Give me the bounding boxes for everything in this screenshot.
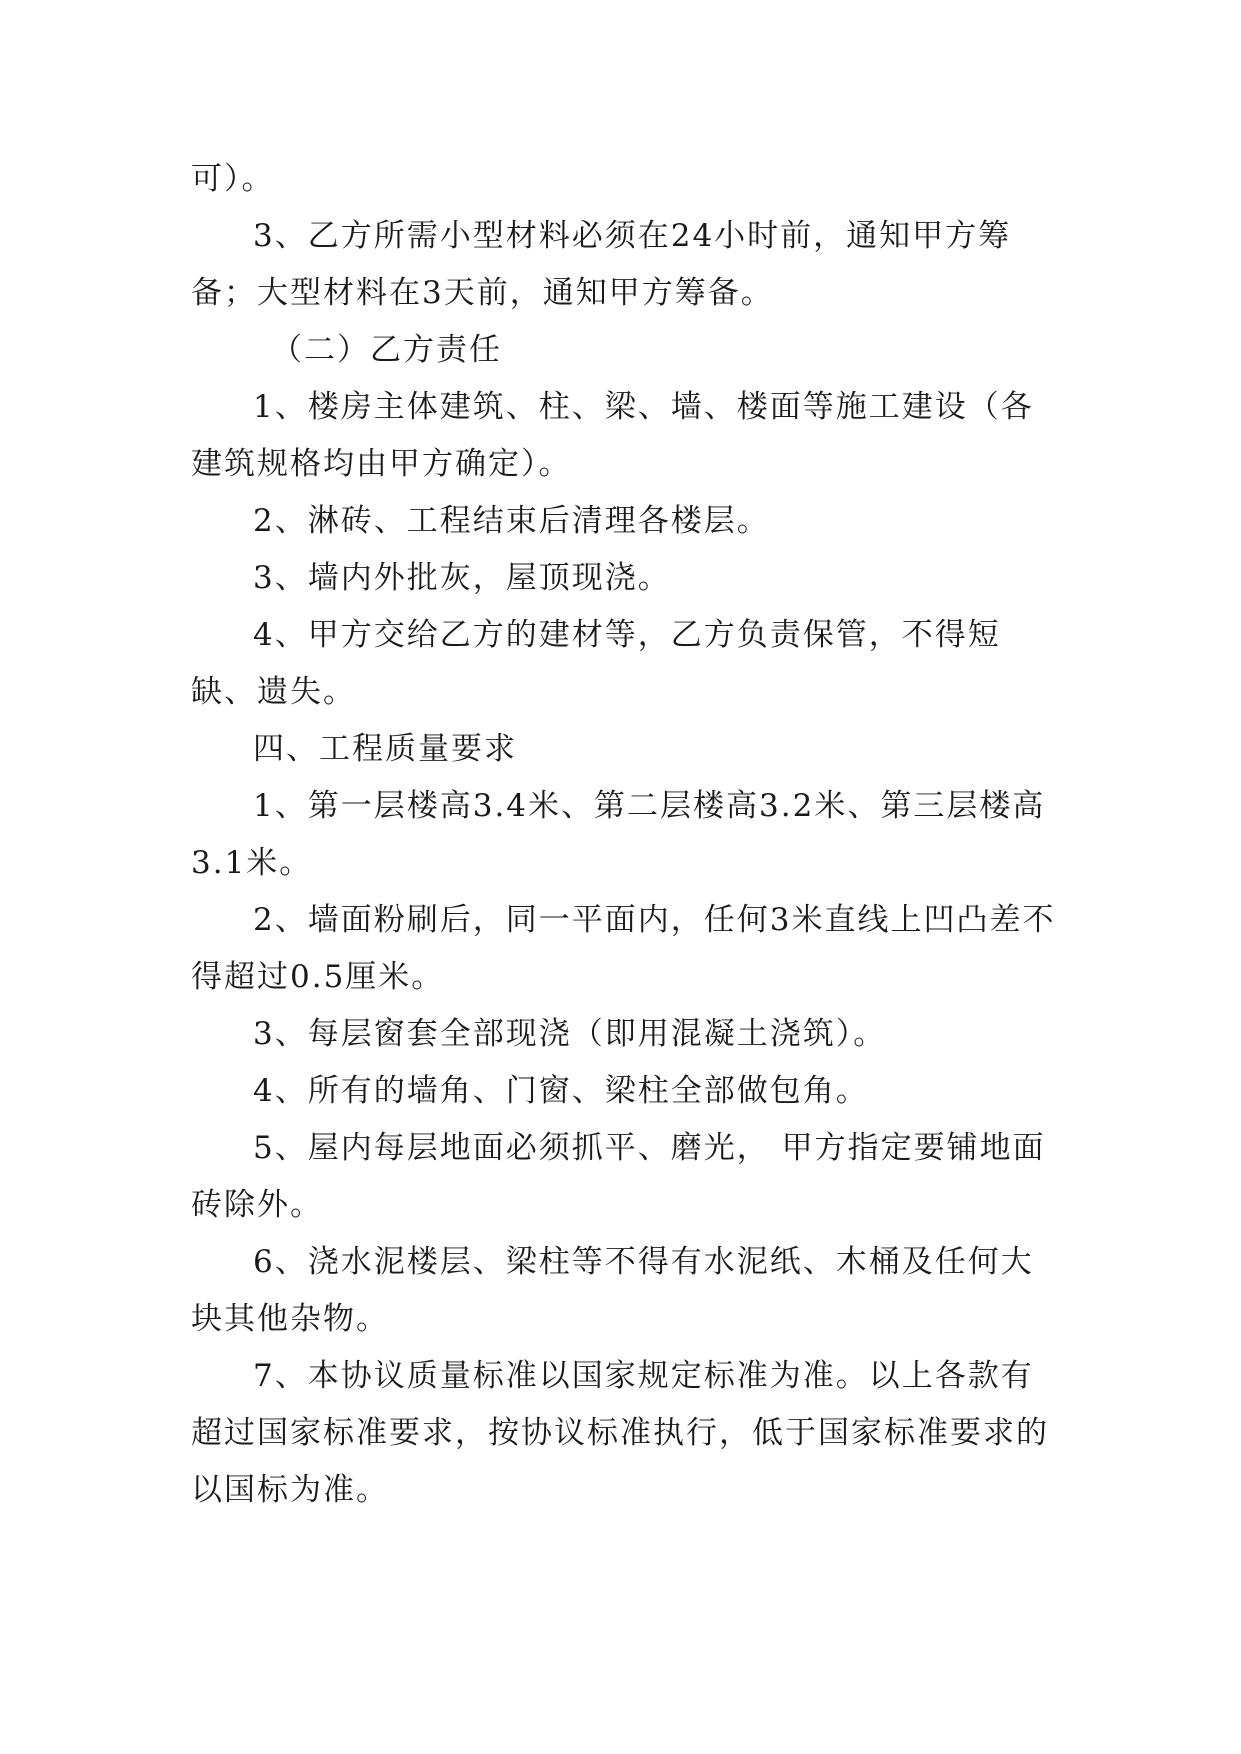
paragraph-quality-6: 6、浇水泥楼层、梁柱等不得有水泥纸、木桶及任何大块其他杂物。 [191, 1244, 1034, 1337]
section-heading-quality: 四、工程质量要求 [253, 731, 517, 767]
section-heading-party-b: （二）乙方责任 [271, 332, 502, 368]
paragraph-quality-4: 4、所有的墙角、门窗、梁柱全部做包角。 [253, 1073, 869, 1109]
paragraph-quality-2: 2、墙面粉刷后，同一平面内，任何3米直线上凹凸差不得超过0.5厘米。 [191, 902, 1056, 995]
paragraph-b-duty-1: 1、楼房主体建筑、柱、梁、墙、楼面等施工建设（各建筑规格均由甲方确定）。 [191, 389, 1034, 482]
paragraph-quality-1: 1、第一层楼高3.4米、第二层楼高3.2米、第三层楼高3.1米。 [191, 788, 1046, 881]
paragraph-b-duty-3: 3、墙内外批灰，屋顶现浇。 [253, 560, 671, 596]
paragraph-material-notice: 3、乙方所需小型材料必须在24小时前，通知甲方筹备；大型材料在3天前，通知甲方筹备。 [191, 218, 1012, 311]
paragraph-quality-7: 7、本协议质量标准以国家规定标准为准。以上各款有超过国家标准要求，按协议标准执行，低于国家标准要求的以国标为准。 [191, 1358, 1049, 1508]
paragraph-b-duty-2: 2、淋砖、工程结束后清理各楼层。 [253, 503, 770, 539]
paragraph-quality-3: 3、每层窗套全部现浇（即用混凝土浇筑）。 [253, 1016, 887, 1052]
paragraph-b-duty-4: 4、甲方交给乙方的建材等，乙方负责保管，不得短缺、遗失。 [191, 617, 1001, 710]
paragraph-quality-5: 5、屋内每层地面必须抓平、磨光， 甲方指定要铺地面砖除外。 [191, 1130, 1046, 1223]
paragraph-continuation: 可）。 [191, 161, 275, 197]
